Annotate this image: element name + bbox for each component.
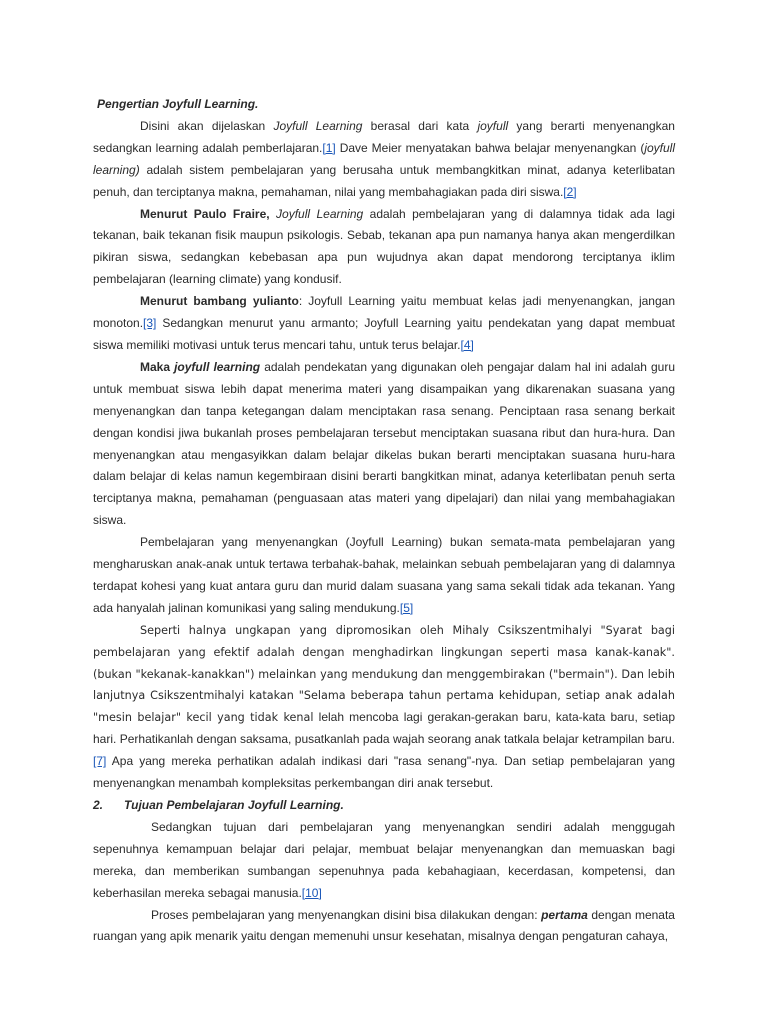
footnote-link-5[interactable]: [5] [399,600,414,615]
paragraph-proses [93,905,675,949]
text: Proses pembelajaran yang menyenangkan disini bisa dilakukan dengan: [151,907,542,922]
text: melainkan yang mendukung dan menggembirakan ("bermain"). Dan lebih lanjutnya Csikszentmihalyi katakan "Selama beberapa tahun pertama kehidupan, setiap anak adalah "mesin belajar" kecil yang tidak kenal [93,667,675,725]
footnote-link-1[interactable]: [1] [322,140,336,155]
footnote-link-4[interactable]: [4] [460,337,474,352]
footnote-link-2[interactable]: [2] [563,184,577,199]
paragraph-tujuan [93,817,675,905]
text-bold: Menurut Paulo Fraire, [140,206,270,221]
text: berasal dari kata [362,118,478,133]
text: Sedangkan tujuan dari pembelajaran yang menyenangkan sendiri adalah menggugah sepenuhnya kemampuan belajar dari pelajar, membuat belajar menyenangkan dan memuaskan bagi mereka, dan memberikan sumbangan sepenuhnya pada kebahagiaan, kecerdasan, kompetensi, dan keberhasilan mereka sebagai manusia. [93,819,675,900]
text-italic: joyfull learning) [93,140,676,177]
paragraph-maka [93,357,675,532]
text-bold: Menurut bambang yulianto [140,294,299,309]
text-italic: Joyfull Learning [273,118,363,133]
text: Apa yang mereka perhatikan adalah indikasi dari "rasa senang"-nya. Dan setiap pembelajaran yang menyenangkan menambah kompleksitas perkembangan diri anak tersebut. [93,754,675,791]
text: lelah mencoba lagi gerakan-gerakan baru, kata-kata baru, setiap hari. Perhatikanlah dengan saksama, pusatkanlah pada wajah seorang anak tatkala belajar ketrampilan baru. [93,710,675,747]
paragraph-pembelajaran [93,532,675,620]
text-bold: Maka [140,359,175,374]
heading-pengertian: Pengertian Joyfull Learning. [97,97,259,111]
text: : Joyfull Learning yaitu membuat kelas jadi menyenangkan, jangan monoton. [93,294,675,331]
paragraph-bambang-yulianto [93,291,675,357]
footnote-link-7[interactable]: [7] [93,754,107,769]
text-bold-italic: joyfull learning [174,359,261,374]
text-italic: joyfull [477,118,509,133]
paragraph-csikszentmihalyi [93,620,675,795]
text: adalah pembelajaran yang di dalamnya tidak ada lagi tekanan, baik tekanan fisik maupun psikologis. Sebab, tekanan apa pun namanya hanya akan mengerdilkan pikiran siswa, sedangkan kebebasan apa pun wujudnya akan dapat mendorong terciptanya iklim pembelajaran (learning climate) yang kondusif. [93,206,675,287]
heading-tujuan [93,795,675,817]
text: adalah sistem pembelajaran yang berusaha untuk membangkitkan minat, adanya keterlibatan penuh, dan terciptanya makna, pemahaman, nilai yang membahagiakan pada diri siswa. [93,162,675,199]
footnote-link-3[interactable]: [3] [143,316,157,331]
text: Pembelajaran yang menyenangkan (Joyfull Learning) bukan semata-mata pembelajaran yang mengharuskan anak-anak untuk tertawa terbahak-bahak, melainkan sebuah pembelajaran yang di dalamnya terdapat kohesi yang kuat antara guru dan murid dalam suasana yang sama sekali tidak ada tekanan. Yang ada hanyalah jalinan komunikasi yang saling mendukung. [93,535,675,615]
paragraph-paulo-fraire [93,204,675,292]
text: Sedangkan menurut yanu armanto; Joyfull Learning yaitu pendekatan yang dapat membuat siswa memiliki motivasi untuk terus mencari tahu, untuk terus belajar. [93,316,675,352]
text: Disini akan dijelaskan [140,118,274,133]
text: yang berarti menyenangkan sedangkan learning adalah pemberlajaran. [93,118,675,155]
text: adalah pendekatan yang digunakan oleh pengajar dalam hal ini adalah guru untuk membuat siswa lebih dapat menerima materi yang disampaikan yang dikarenakan suasana yang menyenangkan dan tanpa ketegangan dalam menciptakan rasa senang. Penciptaan rasa senang berkait dengan kondisi jiwa bukanlah proses pembelajaran tersebut menciptakan suasana ribut dan hura-hura. Dan menyenangkan atau mengasyikkan dalam belajar dikelas bukan berarti menciptakan suasana huru-hara dalam belajar di kelas namun kegembiraan disini berarti bangkitkan minat, adanya keterlibatan penuh serta terciptanya makna, pemahaman (penguasaan atas materi yang dipelajari) dan nilai yang membahagiakan siswa. [93,359,675,528]
text-italic: Joyfull Learning [276,206,364,221]
text: Seperti halnya ungkapan yang dipromosikan oleh Mihaly Csikszentmihalyi "Syarat bagi pembelajaran yang efektif adalah dengan menghadirkan lingkungan seperti masa kanak-kanak". (bukan "kekanak-kanakkan") [93,623,675,681]
text: Dave Meier menyatakan bahwa belajar menyenangkan ( [335,140,645,155]
text-bold-italic: pertama [541,907,588,922]
heading-title: Tujuan Pembelajaran Joyfull Learning. [124,798,344,812]
footnote-link-10[interactable]: [10] [301,885,322,900]
paragraph-definition [93,116,675,204]
text: dengan menata ruangan yang apik menarik yaitu dengan memenuhi unsur kesehatan, misalnya dengan pengaturan cahaya, [93,907,675,944]
heading-number: 2. [93,798,104,812]
